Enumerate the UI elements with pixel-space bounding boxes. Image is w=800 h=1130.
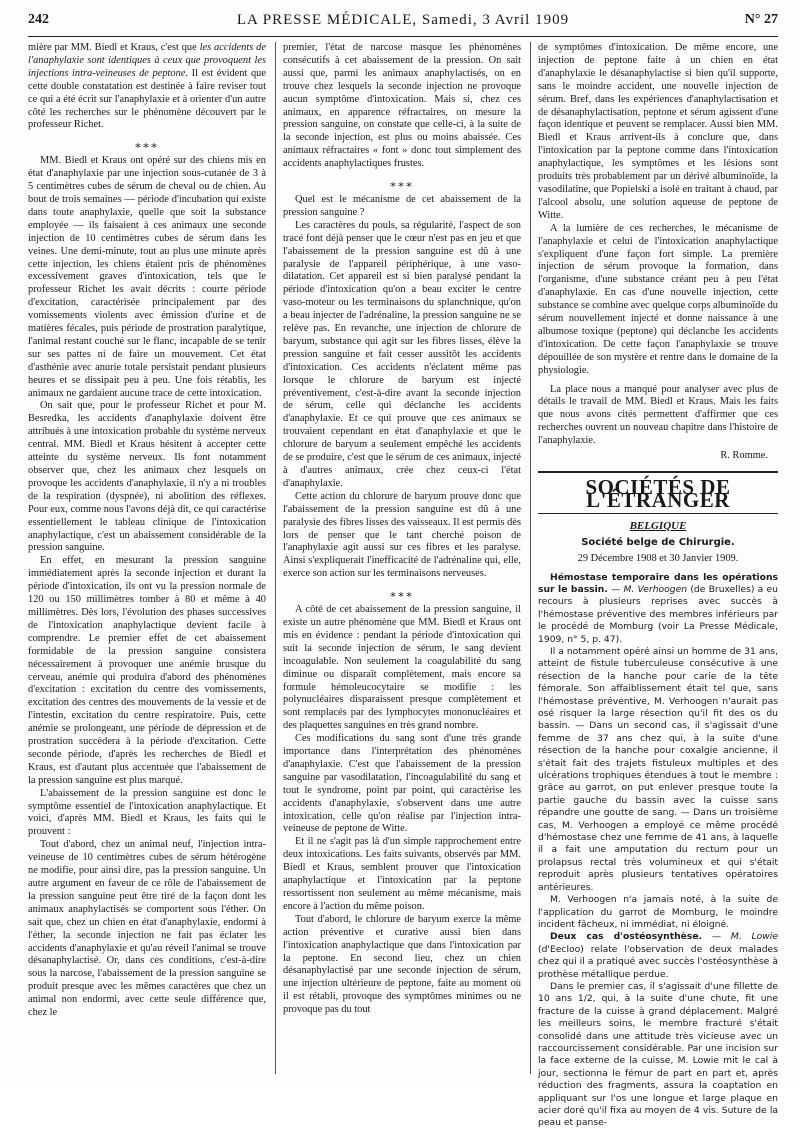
paragraph: Hémostase temporaire dans les opérations sur le bassin. — M. Verhoogen (de Bruxelles) a eu recours à plusieurs reprises avec succès à l'hémostase préventive des membres inférieurs par le procédé de Momburg (voir La Presse Médicale, 1909, n° 5, p. 47).	[538, 571, 779, 645]
paragraph: Les caractères du pouls, sa régularité, l'aspect de son tracé font déjà penser que le cœur n'est pas en jeu et que l'abaissement de la pression sanguine est dû à une paralysie de l'appareil périphérique, à une vaso-dilatation. Cet appareil est si bien paralysé pendant la période d'intoxication qu'on a beau exciter le centre vaso-moteur ou les terminaisons du splanchnique, qu'on a beau injecter de l'adrénaline, la pression sanguine ne se relève pas. En revanche, une injection de chlorure de baryum, substance qui agit sur les fibres lisses, élève la pression sanguine et fait cesser aussitôt les accidents d'intoxication. Ces accidents n'éclatent même pas lorsque le chlorure de baryum est injecté préventivement, c'est-à-dire avant la seconde injection de sérum, celle qui déclanche les accidents d'anaphylaxie. Et ce qui prouve que ces animaux se trouvaient cependant en état d'anaphylaxie et que le chlorure de baryum a seulement empêché les accidents de se produire, c'est que le sérum de ces animaux, injecté à d'autres animaux, crée chez ceux-ci l'état d'anaphylaxie.	[283, 219, 521, 489]
section-stars: ⁎⁎⁎	[390, 176, 414, 191]
paragraph: Ces modifications du sang sont d'une très grande importance dans l'interprétation des phénomènes d'anaphylaxie. C'est que l'abaissement de la pression sanguine par vasodilatation, l'incoagulabilité du sang et tout le syndrome, point par point, qui caractérise les accidents d'anaphylaxie, s'observent dans une autre intoxication, celle qu'on réalise par l'injection intra-veineuse de peptone de Witte.	[283, 733, 521, 835]
paragraph: A côté de cet abaissement de la pression sanguine, il existe un autre phénomène que MM. Biedl et Kraus ont mis en évidence : pendant la période d'intoxication qui suit la seconde injection de sérum, le sang devient incoagulable. Non seulement la coagulabilité du sang diminue ou disparaît complètement, mais encore sa formule hémoleucocytaire se modifie : les polynucléaires disparaissent presque complètement et sont remplacés par des lymphocytes mononucléaires et des plaquettes sanguines en très grand nombre.	[283, 604, 521, 732]
column-1	[28, 42, 266, 1074]
issue-number: N° 27	[744, 12, 778, 27]
journal-title: LA PRESSE MÉDICALE, Samedi, 3 Avril 1909	[236, 12, 570, 28]
paragraph: Dans le premier cas, il s'agissait d'une fillette de 10 ans 1/2, qui, à la suite d'une chute, fit une fracture de la cuisse à grand déplacement. Malgré les meilleurs soins, le membre fracturé s'était consolidé dans une attitude très vicieuse avec un raccourcissement considérable. Par une incision sur la face externe de la cuisse, M. Lowie mit le cal à jour, sectionna le fémur de part en part et, après réduction des fragments, assura la coaptation en appliquant sur l'os une longue et large plaque en acier doré qu'il fixa au moyen de 4 vis. Suture de la peau et panse-	[538, 980, 778, 1129]
paragraph: Cette action du chlorure de baryum prouve donc que l'abaissement de la pression sanguine est dû à une paralysie des fibres lisses des vaisseaux. Il est permis dès lors de penser que le tant cherché poison de l'anaphylaxie agit aussi sur ces fibres et les paralyse. Ainsi s'expliquerait l'inefficacité de l'adrénaline qui, elle, exerce son action sur les terminaisons nerveuses.	[283, 490, 521, 580]
column-divider	[530, 42, 531, 1074]
paragraph: En effet, en mesurant la pression sanguine immédiatement après la seconde injection et durant la période d'intoxication, ils ont vu la pression normale de 120 ou 150 millimètres tomber à 80 et même à 40 millimètres. Dès lors, l'évolution des phases successives de l'intoxication anaphylactique devient facile à comprendre. Le premier effet de cet abaissement formidable de la pression sanguine consistera nécessairement à provoquer une anémie brusque du cerveau, anémie qui produira d'abord des phénomènes d'excitation : excitation du centre des vomissements, excitation des centres des mouvements de la vessie et de l'intestin, excitation du centre respiratoire. Puis, cette anémie se prolongeant, une période de dépression et de prostration succèdera à la période d'excitation. Cette seconde période, d'après les recherches de Biedl et Kraus, est d'autant plus accentuée que l'abaissement de la pression sanguine est plus marqué.	[28, 555, 266, 786]
section-stars: ⁎⁎⁎	[135, 137, 159, 152]
country-heading: BELGIQUE	[629, 519, 687, 532]
paragraph: de symptômes d'intoxication. De même encore, une injection de peptone faite à un chien en état d'anaphylaxie le désanaphylactise si bien qu'il supporte, sans le moindre accident, une nouvelle injection de sérum. Bref, dans les expériences d'anaphylactisation et de désanaphylactisation, peptone et sérum agissent d'une façon identique et peuvent se remplacer. Aussi bien MM. Biedl et Kraus arrivent-ils à conclure que, dans l'intoxication par la peptone comme dans l'intoxication anaphylactique, les symptômes et les lésions sont produits très probablement par un dérivé albuminoïde, la vasodilatine, que Popielski a isolé en traitant à chaud, par l'alcool absolu, une solution aqueuse de peptone de Witte.	[538, 42, 778, 221]
section-title: SOCIÉTÉS DE L'ÉTRANGER	[585, 475, 731, 512]
paragraph: La place nous a manqué pour analyser avec plus de détails le travail de MM. Biedl et Kraus. Mais les faits que nous avons cités permettent d'affirmer que ces recherches ouvrent un nouveau chapitre dans l'histoire de l'anaphylaxie.	[538, 383, 778, 447]
paragraph: Deux cas d'ostéosynthèse. — M. Lowie (d'Eecloo) relate l'observation de deux malades chez qui il a pratiqué avec succès l'ostéosynthèse à prothèse métallique perdue.	[538, 931, 779, 980]
section-rule	[538, 513, 778, 514]
paragraph: M. Verhoogen n'a jamais noté, à la suite de l'application du garrot de Momburg, le moindre incident fâcheux, ni immédiat, ni éloigné.	[538, 894, 778, 930]
paragraph: premier, l'état de narcose masque les phénomènes consécutifs à cet abaissement de la pression. On sait aussi que, parmi les animaux anaphylactisés, on en trouve chez lesquels la seconde injection ne provoque aucun symptôme d'intoxication. Mais si, chez ces animaux, en apparence réfractaires, on mesure la pression sanguine, on constate que celle-ci, à la suite de la seconde injection, est plus ou moins abaissée. Ces animaux réfractaires « font » donc tout simplement des accidents anaphylactiques frustes.	[283, 42, 521, 170]
paragraph: MM. Biedl et Kraus ont opéré sur des chiens mis en état d'anaphylaxie par une injection sous-cutanée de 3 à 5 centimètres cubes de sérum de cheval ou de chien. Au bout de trois semaines — période d'incubation qui existe dans toute anaphylaxie, quelle que soit la substance employée — ils faisaient à ces animaux une seconde injection de 10 centimètres cubes de sérum dans les veines. Une demi-minute, tout au plus une minute après cette injection, les chiens étaient pris de phénomènes excessivement graves d'intoxication, tels que le professeur Richet les avait décrits : courte période d'excitation, caractérisée principalement par des vomissements violents avec émission d'urine et de matières fécales, puis période de prostration paralytique, l'animal restant couché sur le flanc, incapable de se tenir sur ses pattes ni de faire un mouvement. Cet état d'asthénie avec anurie totale persistait pendant plusieurs heures et se dissipait peu à peu. Une fois rétablis, les animaux ne gardaient aucune trace de cette intoxication.	[28, 155, 266, 399]
section-rule	[538, 471, 778, 473]
column-3	[538, 42, 779, 1129]
paragraph: mière par MM. Biedl et Kraus, c'est que les accidents de l'anaphylaxie sont identiques à ceux que provoquent les injections intra-veineuses de peptone. Il est évident que cette double constatation est destinée à faire reviser tout ce qui a été écrit sur l'anaphylaxie et à orienter d'un autre côté les recherches sur le phénomène découvert par le professeur Richet.	[28, 42, 266, 131]
society-heading: Société belge de Chirurgie.	[581, 536, 735, 548]
header-rule	[28, 36, 778, 37]
paragraph: Tout d'abord, le chlorure de baryum exerce la même action préventive et curative aussi bien dans l'intoxication anaphylactique que dans l'intoxication par la peptone. En second lieu, chez un chien désanaphylactisé par une seconde injection de sérum, une injection ultérieure de peptone, faite au moment où il est rétabli, provoque des symptômes minimes ou ne provoque pas du tout	[283, 913, 521, 1016]
paragraph: A la lumière de ces recherches, le mécanisme de l'anaphylaxie et celui de l'intoxication anaphylactique s'expliquent d'une façon fort simple. La première injection de sérum provoque la formation, dans l'organisme, d'une substance créant peu à peu l'état d'anaphylaxie. En cas d'une nouvelle injection, cette substance se combine avec quelque corps albuminoïde du sérum nouvellement injecté et donne naissance à une albumose toxique (peptone) qui déclanche les accidents d'intoxication. De cette façon l'anaphylaxie se trouve dépouillée de son mystère et rentre dans le domaine de la physiologie.	[538, 222, 778, 376]
author-signature: R. Romme.	[720, 450, 768, 462]
column-2	[283, 42, 521, 1074]
column-divider	[275, 42, 276, 1074]
paragraph: Tout d'abord, chez un animal neuf, l'injection intra-veineuse de 10 centimètres cubes de sérum hétérogène ne modifie, pour ainsi dire, pas la pression sanguine. Un autre argument en faveur de ce rôle de l'abaissement de la pression sanguine peut être tiré de la façon dont les animaux anaphylactisés se comportent sous l'éther. On sait que, chez un chien en état d'anaphylaxie, endormi à l'éther, la seconde injection ne fait pas éclater les accidents d'anaphylaxie et qu'au réveil l'animal se trouve désanaphylactisé. Or, dans ces conditions, c'est-à-dire sous la narcose, l'abaissement de la pression sanguine se produit presque avec les mêmes caractères que chez un animal non endormi, avec cette seule différence que, chez le	[28, 839, 266, 1019]
session-dates: 29 Décembre 1908 et 30 Janvier 1909.	[577, 552, 739, 564]
paragraph: On sait que, pour le professeur Richet et pour M. Besredka, les accidents d'anaphylaxie doivent être attribués à une intoxication probable du système nerveux central. MM. Biedl et Kraus hésitent à accepter cette atteinte du système nerveux. Ils font notamment observer que, chez les animaux chez lesquels on provoque les accidents d'anaphylaxie, il n'y a ni troubles de la respiration (dyspnée), ni abolition des réflexes. Pour eux, comme nous l'avons déjà dit, ce qui caractérise essentiellement le tableau clinique de l'intoxication anaphylactique, c'est un abaissement considérable de la pression sanguine.	[28, 400, 266, 554]
paragraph: Il a notamment opéré ainsi un homme de 31 ans, atteint de fistule tuberculeuse consécutive à une résection de la hanche pour carie de la tête fémorale. Son affaiblissement était tel que, sans l'hémostase préventive, M. Verhoogen n'aurait pas osé risquer la large résection qu'il fit des os du bassin. — Dans un second cas, il s'agissait d'une femme de 37 ans chez qui, à la suite d'une résection de la hanche pour coxalgie ancienne, il s'était fait des trajets fistuleux multiples et des ulcérations trophiques étendues à tout le membre : grâce au garrot, on put enlever presque toute la partie gauche du bassin avec la cuisse sans répandre une goutte de sang. — Dans un troisième cas, M. Verhoogen a employé ce même procédé d'hémostase chez une femme de 41 ans, à laquelle il a fait une amputation du rectum pour un prolapsus rectal très volumineux et qui s'était reproduit après plusieurs tentatives opératoires antérieures.	[538, 645, 778, 893]
section-stars: ⁎⁎⁎	[390, 586, 414, 601]
page-number: 242	[28, 12, 49, 27]
paragraph: Et il ne s'agit pas là d'un simple rapprochement entre deux intoxications. Les faits suivants, observés par MM. Biedl et Kraus, semblent prouver que l'intoxication anaphylactique et l'intoxication par la peptone ressortissent non seulement au même mécanisme, mais encore à l'action du même poison.	[283, 836, 521, 912]
page-header	[28, 12, 778, 36]
paragraph: L'abaissement de la pression sanguine est donc le symptôme essentiel de l'intoxication anaphylactique. Et voici, d'après MM. Biedl et Kraus, les faits qui le prouvent :	[28, 787, 266, 838]
paragraph: Quel est le mécanisme de cet abaissement de la pression sanguine ?	[283, 193, 521, 218]
